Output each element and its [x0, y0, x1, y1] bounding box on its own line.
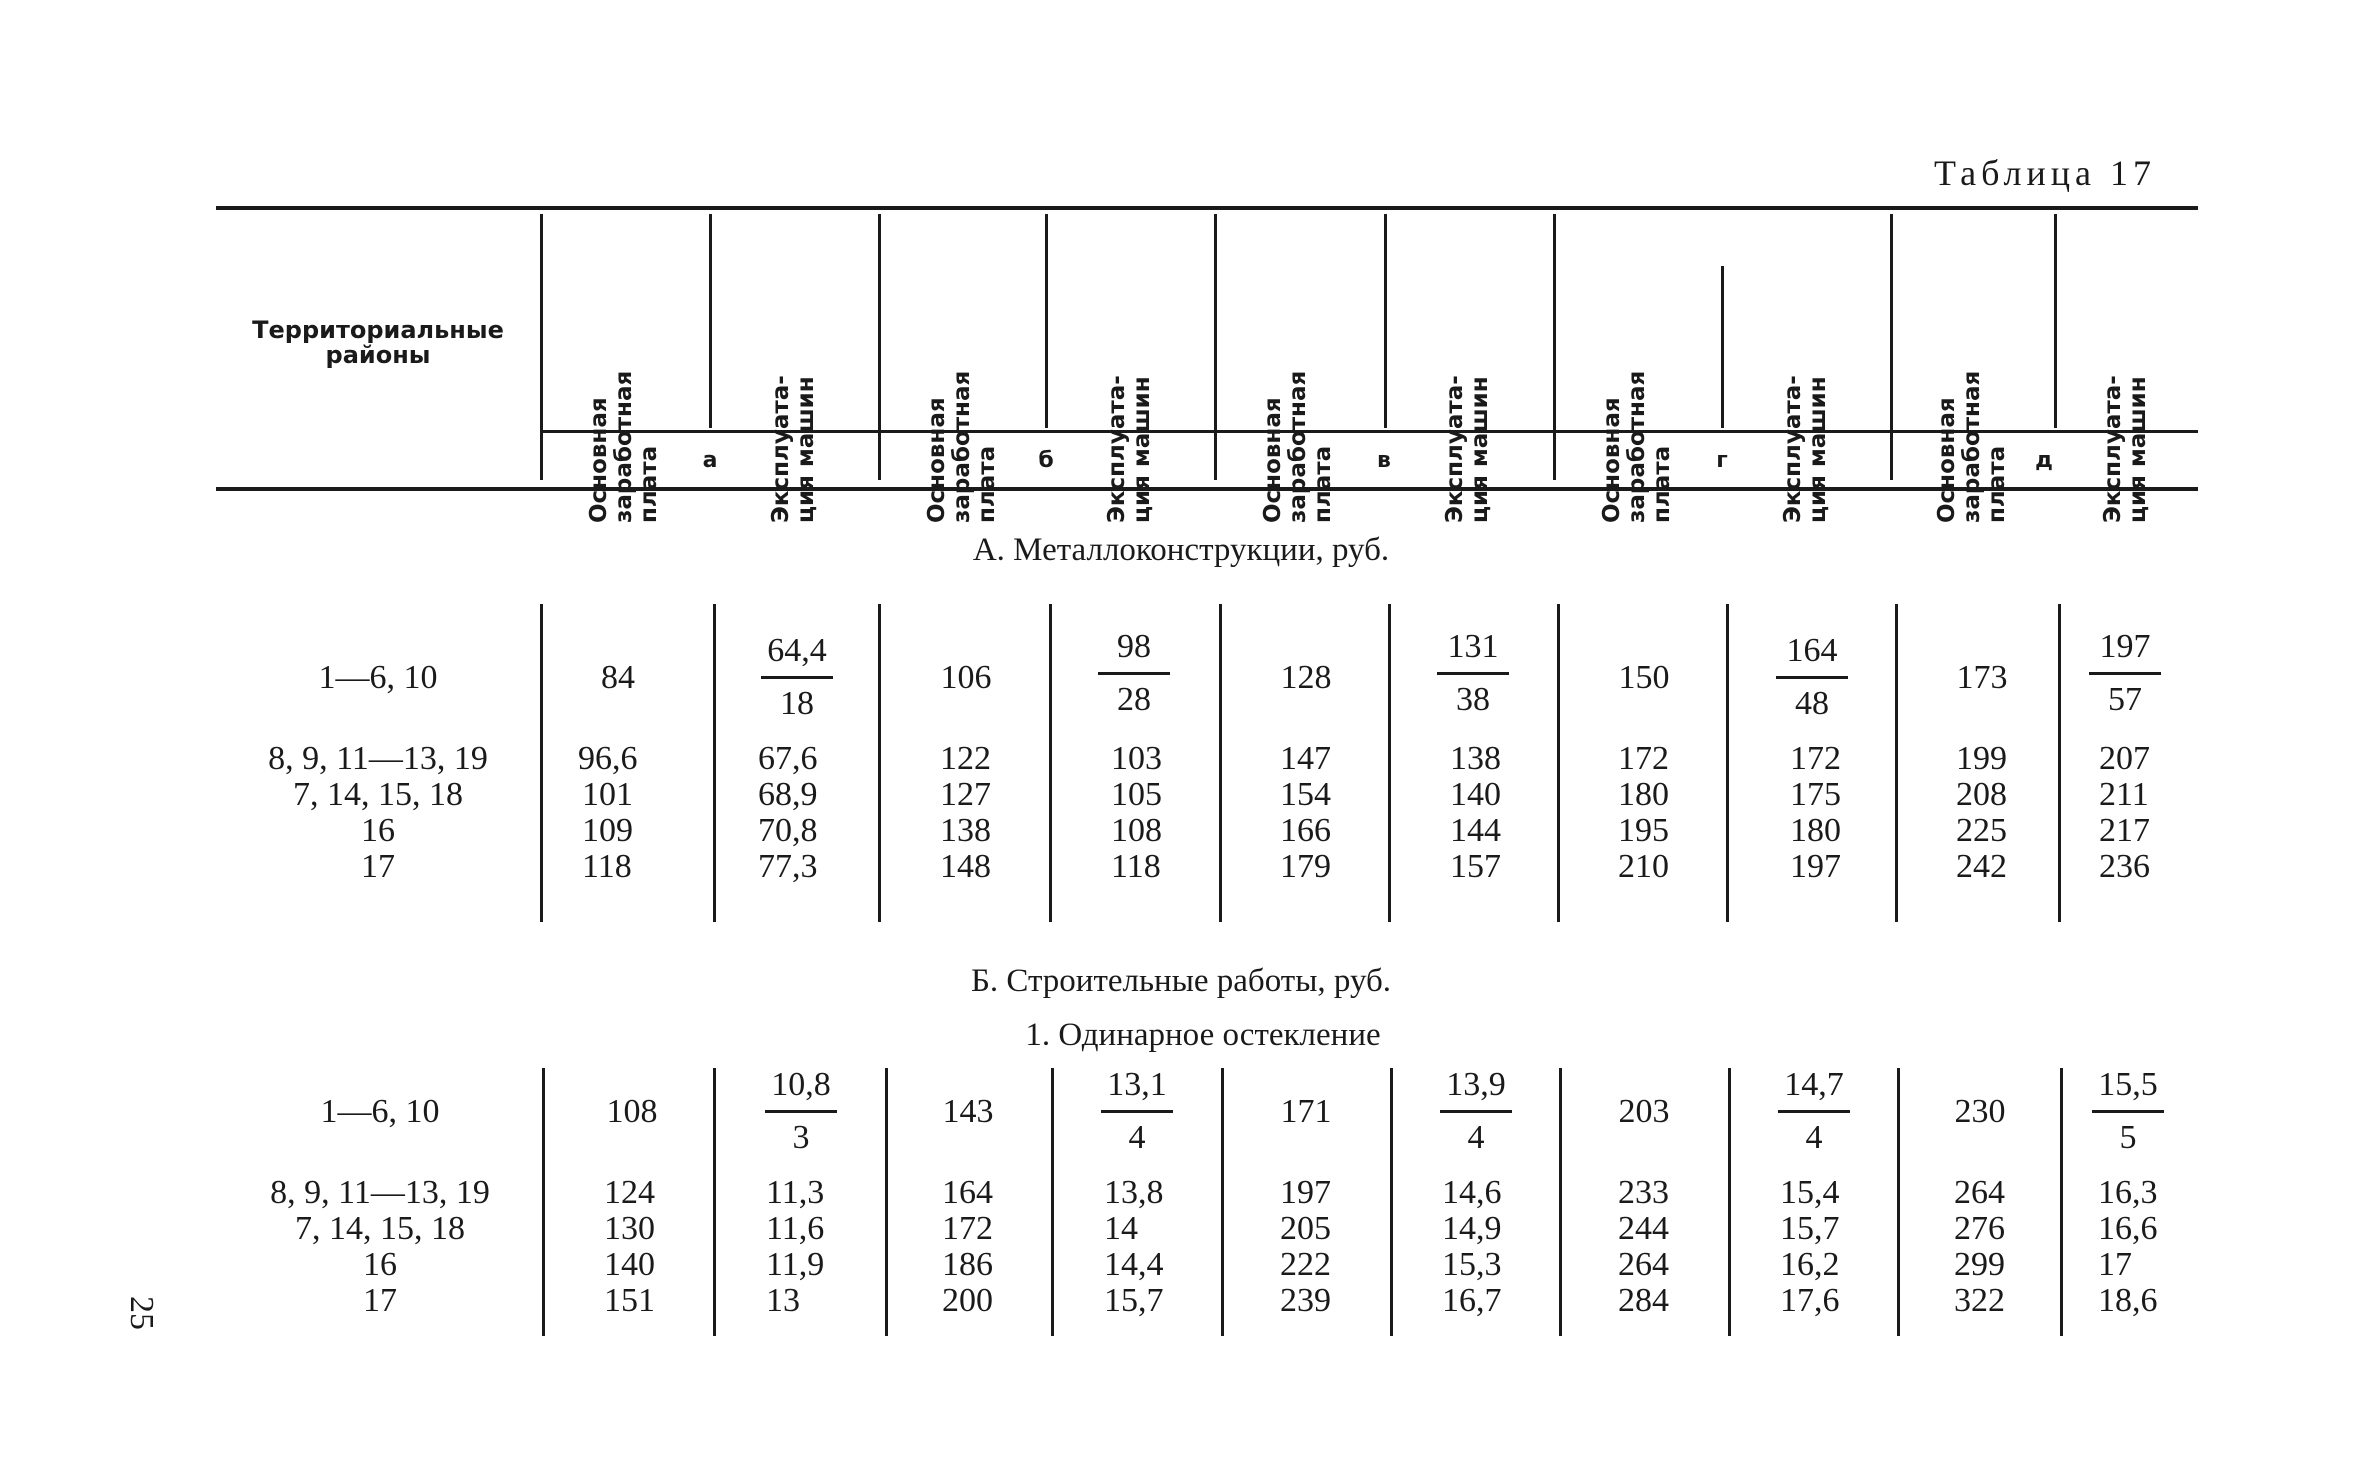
section-a-divider — [1726, 604, 1729, 922]
value-cell: 17 — [2098, 1246, 2132, 1283]
value-cell: 222 — [1280, 1246, 1331, 1283]
value-cell: 211 — [2099, 776, 2149, 813]
value-cell: 151 — [604, 1282, 655, 1319]
header-divider — [1384, 214, 1387, 428]
header-divider — [878, 214, 881, 480]
value-cell: 106 — [940, 659, 992, 696]
value-cell: 225 — [1956, 812, 2007, 849]
section-b-title: Б. Строительные работы, руб. — [970, 963, 1392, 999]
value-cell: 128 — [1280, 659, 1332, 696]
header-divider — [1721, 266, 1724, 428]
value-cell: 130 — [604, 1210, 655, 1247]
section-a-title: А. Металлоконструкции, руб. — [972, 532, 1390, 568]
header-divider — [1045, 214, 1048, 428]
value-cell: 172 — [1790, 740, 1841, 777]
value-cell: 299 — [1954, 1246, 2005, 1283]
value-cell: 15,7 — [1104, 1282, 1164, 1319]
value-cell: 239 — [1280, 1282, 1331, 1319]
value-cell: 105 — [1111, 776, 1162, 813]
fraction-cell: 131 38 — [1403, 628, 1543, 719]
group-letter: г — [1716, 448, 1728, 473]
value-cell: 157 — [1450, 848, 1501, 885]
section-a-divider — [878, 604, 881, 922]
region-cell: 17 — [363, 1282, 397, 1319]
section-b-divider — [1390, 1068, 1393, 1336]
value-cell: 16,6 — [2098, 1210, 2158, 1247]
fraction-cell: 197 57 — [2055, 628, 2195, 719]
value-cell: 208 — [1956, 776, 2007, 813]
table-number: Таблица 17 — [1934, 153, 2156, 193]
value-cell: 264 — [1618, 1246, 1669, 1283]
section-b-divider — [1221, 1068, 1224, 1336]
value-cell: 147 — [1280, 740, 1331, 777]
header-divider — [540, 214, 543, 480]
value-cell: 13 — [766, 1282, 800, 1319]
header-divider — [709, 214, 712, 428]
value-cell: 230 — [1954, 1093, 2006, 1130]
region-cell: 16 — [361, 812, 395, 849]
value-cell: 118 — [1111, 848, 1161, 885]
section-b-divider — [1728, 1068, 1731, 1336]
value-cell: 172 — [942, 1210, 993, 1247]
value-cell: 154 — [1280, 776, 1331, 813]
value-cell: 127 — [940, 776, 991, 813]
region-cell: 7, 14, 15, 18 — [295, 1210, 465, 1247]
value-cell: 118 — [582, 848, 632, 885]
value-cell: 11,9 — [766, 1246, 825, 1283]
value-cell: 14,6 — [1442, 1174, 1502, 1211]
value-cell: 284 — [1618, 1282, 1669, 1319]
value-cell: 180 — [1790, 812, 1841, 849]
value-cell: 16,3 — [2098, 1174, 2158, 1211]
value-cell: 77,3 — [758, 848, 818, 885]
value-cell: 84 — [601, 659, 635, 696]
top-rule — [216, 206, 2198, 210]
section-a-divider — [1895, 604, 1898, 922]
value-cell: 197 — [1790, 848, 1841, 885]
section-b-divider — [542, 1068, 545, 1336]
value-cell: 70,8 — [758, 812, 818, 849]
value-cell: 13,8 — [1104, 1174, 1164, 1211]
value-cell: 322 — [1954, 1282, 2005, 1319]
section-a-divider — [1219, 604, 1222, 922]
header-divider — [1890, 214, 1893, 480]
value-cell: 164 — [942, 1174, 993, 1211]
value-cell: 179 — [1280, 848, 1331, 885]
fraction-cell: 64,4 18 — [727, 632, 867, 723]
region-cell: 1—6, 10 — [320, 1093, 440, 1130]
value-cell: 11,3 — [766, 1174, 825, 1211]
region-cell: 17 — [361, 848, 395, 885]
group-letter: б — [1038, 448, 1054, 473]
value-cell: 207 — [2099, 740, 2150, 777]
value-cell: 180 — [1618, 776, 1669, 813]
group-letter: в — [1377, 448, 1391, 473]
group-letter: а — [702, 448, 718, 473]
value-cell: 264 — [1954, 1174, 2005, 1211]
value-cell: 138 — [940, 812, 991, 849]
value-cell: 150 — [1618, 659, 1670, 696]
region-cell: 8, 9, 11—13, 19 — [270, 1174, 490, 1211]
value-cell: 11,6 — [766, 1210, 825, 1247]
section-a-divider — [1049, 604, 1052, 922]
group-letter: д — [2035, 448, 2053, 473]
value-cell: 103 — [1111, 740, 1162, 777]
value-cell: 276 — [1954, 1210, 2005, 1247]
fraction-cell: 164 48 — [1742, 632, 1882, 723]
value-cell: 16,2 — [1780, 1246, 1840, 1283]
region-cell: 16 — [363, 1246, 397, 1283]
value-cell: 210 — [1618, 848, 1669, 885]
fraction-cell: 15,5 5 — [2058, 1066, 2198, 1157]
section-b-divider — [1559, 1068, 1562, 1336]
header-bottom-rule — [216, 487, 2198, 491]
value-cell: 217 — [2099, 812, 2150, 849]
value-cell: 186 — [942, 1246, 993, 1283]
value-cell: 124 — [604, 1174, 655, 1211]
value-cell: 15,4 — [1780, 1174, 1840, 1211]
value-cell: 109 — [582, 812, 633, 849]
value-cell: 17,6 — [1780, 1282, 1840, 1319]
value-cell: 244 — [1618, 1210, 1669, 1247]
value-cell: 148 — [940, 848, 991, 885]
section-b-divider — [1051, 1068, 1054, 1336]
value-cell: 140 — [604, 1246, 655, 1283]
header-divider — [1553, 214, 1556, 480]
value-cell: 68,9 — [758, 776, 818, 813]
value-cell: 143 — [942, 1093, 994, 1130]
section-b-divider — [1897, 1068, 1900, 1336]
value-cell: 14 — [1104, 1210, 1138, 1247]
value-cell: 138 — [1450, 740, 1501, 777]
region-cell: 7, 14, 15, 18 — [293, 776, 463, 813]
value-cell: 236 — [2099, 848, 2150, 885]
value-cell: 101 — [582, 776, 633, 813]
value-cell: 144 — [1450, 812, 1501, 849]
header-divider — [2054, 214, 2057, 428]
value-cell: 195 — [1618, 812, 1669, 849]
value-cell: 166 — [1280, 812, 1331, 849]
value-cell: 140 — [1450, 776, 1501, 813]
fraction-cell: 10,8 3 — [731, 1066, 871, 1157]
section-b-divider — [885, 1068, 888, 1336]
value-cell: 199 — [1956, 740, 2007, 777]
value-cell: 108 — [1111, 812, 1162, 849]
value-cell: 203 — [1618, 1093, 1670, 1130]
value-cell: 233 — [1618, 1174, 1669, 1211]
fraction-cell: 13,1 4 — [1067, 1066, 1207, 1157]
fraction-cell: 98 28 — [1064, 628, 1204, 719]
header-territorial-regions: Территориальные районы — [252, 316, 504, 370]
value-cell: 14,4 — [1104, 1246, 1164, 1283]
value-cell: 67,6 — [758, 740, 818, 777]
value-cell: 96,6 — [578, 740, 638, 777]
value-cell: 108 — [606, 1093, 658, 1130]
page-number: 25 — [123, 1296, 160, 1330]
section-b-subtitle: 1. Одинарное остекление — [1025, 1017, 1381, 1053]
value-cell: 205 — [1280, 1210, 1331, 1247]
value-cell: 173 — [1956, 659, 2008, 696]
header-divider — [1214, 214, 1217, 480]
value-cell: 172 — [1618, 740, 1669, 777]
fraction-cell: 13,9 4 — [1406, 1066, 1546, 1157]
section-a-divider — [1557, 604, 1560, 922]
section-b-divider — [713, 1068, 716, 1336]
section-a-divider — [1388, 604, 1391, 922]
region-cell: 1—6, 10 — [318, 659, 438, 696]
value-cell: 18,6 — [2098, 1282, 2158, 1319]
section-a-divider — [540, 604, 543, 922]
value-cell: 122 — [940, 740, 991, 777]
value-cell: 242 — [1956, 848, 2007, 885]
document-page: Таблица 17 Территориальные районы Основная заработная плата Эксплуата- ция машин Основная заработная плата Эксплуата- ция машин Основная заработная плата Эксплуата- ция машин Основная заработная плата Эксплуата- ция машин Основная заработная плата Эксплуата- ция машин а б в г д А. Металлоконструкции, руб. 1—6, 10 84 64,4 18 106 98 28 128 131 38 150 164 48 173 197 57 8, 9, 11—13, 19 96,6 67,6 122 103 147 138 172 172 199 207 7, 14, 15, 18 101 68,9 127 105 154 140 180 175 208 211 16 109 70,8 138 108 166 144 195 180 225 217 17 118 77,3 148 118 179 157 210 197 242 236 Б. Строительные работы, руб. 1. Одинарное остекление 1—6, 10 108 10,8 3 143 13,1 4 171 13,9 4 203 14,7 4 230 15,5 5 8, 9, 11—13, 19 124 11,3 164 13,8 197 14,6 233 15,4 264 16,3 7, 14, 15, 18 130 11,6 172 14 205 14,9 244 15,7 276 16,6 16 140 11,9 186 14,4 222 15,3 264 16,2 299 17 17 151 13 200 15,7 239 16,7 284 17,6 322 18,6 25 — [0, 0, 2362, 1476]
value-cell: 171 — [1280, 1093, 1332, 1130]
value-cell: 14,9 — [1442, 1210, 1502, 1247]
value-cell: 175 — [1790, 776, 1841, 813]
fraction-cell: 14,7 4 — [1744, 1066, 1884, 1157]
value-cell: 197 — [1280, 1174, 1331, 1211]
value-cell: 200 — [942, 1282, 993, 1319]
value-cell: 15,7 — [1780, 1210, 1840, 1247]
region-cell: 8, 9, 11—13, 19 — [268, 740, 488, 777]
section-a-divider — [713, 604, 716, 922]
value-cell: 16,7 — [1442, 1282, 1502, 1319]
value-cell: 15,3 — [1442, 1246, 1502, 1283]
